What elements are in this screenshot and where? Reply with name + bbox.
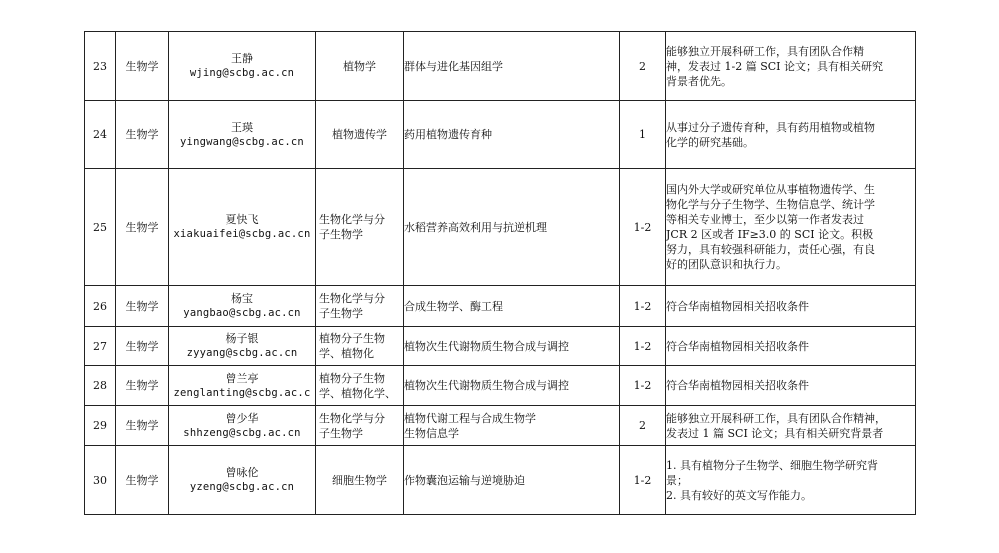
major-cell: [316, 32, 404, 101]
table-row: [85, 446, 916, 515]
supervisor-email: xiakuaifei@scbg.ac.cn: [173, 228, 311, 240]
major-line: 细胞生物学: [332, 473, 387, 487]
row-number-cell: [85, 101, 116, 169]
requirement-line: 能够独立开展科研工作，具有团队合作精: [666, 44, 864, 58]
research-direction-line: 植物次生代谢物质生物合成与调控: [404, 379, 569, 392]
major-line: 子生物学: [319, 426, 363, 440]
requirement-line: 神，发表过 1-2 篇 SCI 论文；具有相关研究: [666, 59, 883, 73]
major-line: 植物学: [343, 59, 376, 73]
major-line: 子生物学: [319, 228, 363, 241]
supervisor-name: 王瑛: [231, 120, 253, 134]
research-direction-line: 药用植物遗传育种: [404, 128, 492, 141]
research-direction-cell: [404, 406, 620, 446]
supervisor-name: 夏快飞: [225, 213, 259, 226]
row-number: 28: [93, 379, 107, 392]
requirements-cell: [666, 406, 916, 446]
research-direction-line: 群体与进化基因组学: [404, 59, 503, 73]
supervisor-email: yingwang@scbg.ac.cn: [180, 135, 304, 148]
quota-cell: [620, 366, 666, 406]
requirements-cell: [666, 327, 916, 366]
major-cell: [316, 446, 404, 515]
research-direction-cell: [404, 32, 620, 101]
supervisor-email: wjing@scbg.ac.cn: [189, 67, 295, 79]
discipline: 生物学: [125, 128, 159, 141]
quota-cell: [620, 327, 666, 366]
row-number: 30: [93, 473, 107, 487]
row-number: 27: [93, 339, 107, 353]
major-cell: [316, 286, 404, 327]
discipline-cell: [116, 327, 169, 366]
supervisor-email: zenglanting@scbg.ac.c: [173, 386, 311, 399]
row-number-cell: [85, 366, 116, 406]
research-direction-line: 植物次生代谢物质生物合成与调控: [404, 339, 569, 353]
supervisor-name: 曾兰亭: [225, 371, 259, 385]
research-direction-line: 生物信息学: [404, 426, 459, 440]
discipline-cell: [116, 32, 169, 101]
major-line: 植物分子生物: [319, 371, 385, 385]
quota-cell: [620, 32, 666, 101]
quota: 1: [639, 128, 646, 141]
supervisor-email: shhzeng@scbg.ac.cn: [183, 426, 301, 439]
major-line: 学、植物化学、: [319, 386, 396, 400]
quota: 1-2: [633, 339, 652, 353]
table-row: [85, 101, 916, 169]
table-row: [85, 366, 916, 406]
requirement-line: 等相关专业博士，至少以第一作者发表过: [666, 213, 864, 226]
research-direction-line: 水稻营养高效利用与抗逆机理: [404, 220, 547, 234]
discipline-cell: [116, 286, 169, 327]
discipline-cell: [116, 101, 169, 169]
quota-cell: [620, 101, 666, 169]
requirement-line: 发表过 1 篇 SCI 论文；具有相关研究背景者: [666, 426, 884, 440]
requirement-line: 能够独立开展科研工作，具有团队合作精神，: [666, 411, 886, 425]
major-line: 学、植物化: [319, 347, 374, 360]
requirement-line: 1. 具有植物分子生物学、细胞生物学研究背: [666, 458, 878, 472]
research-direction-line: 合成生物学、酶工程: [404, 299, 503, 313]
table-row: [85, 286, 916, 327]
table-row: [85, 406, 916, 446]
row-number-cell: [85, 446, 116, 515]
research-direction-cell: [404, 286, 620, 327]
quota: 1-2: [633, 299, 652, 313]
requirements-cell: [666, 169, 916, 286]
major-cell: [316, 101, 404, 169]
row-number: 24: [93, 128, 107, 141]
supervisor-cell: [169, 366, 316, 406]
research-direction-cell: [404, 169, 620, 286]
table-row: [85, 327, 916, 366]
supervisor-name: 杨宝: [231, 292, 253, 305]
requirements-cell: [666, 32, 916, 101]
research-direction-line: 作物囊泡运输与逆境胁迫: [404, 473, 525, 487]
discipline: 生物学: [125, 379, 159, 392]
table-row: [85, 32, 916, 101]
quota: 1-2: [633, 473, 652, 487]
discipline: 生物学: [125, 473, 159, 487]
major-line: 子生物学: [319, 307, 363, 320]
discipline-cell: [116, 366, 169, 406]
discipline: 生物学: [125, 419, 159, 432]
supervisor-cell: [169, 446, 316, 515]
discipline-cell: [116, 406, 169, 446]
supervisor-name: 王静: [231, 52, 253, 65]
research-direction-line: 植物代谢工程与合成生物学: [404, 411, 536, 425]
requirement-line: 符合华南植物园相关招收条件: [666, 339, 809, 353]
major-cell: [316, 327, 404, 366]
row-number: 26: [93, 299, 107, 313]
supervisor-cell: [169, 286, 316, 327]
supervisor-name: 杨子银: [225, 332, 259, 345]
supervisor-cell: [169, 327, 316, 366]
major-line: 生物化学与分: [319, 292, 385, 305]
requirements-cell: [666, 286, 916, 327]
supervisor-cell: [169, 406, 316, 446]
row-number: 23: [93, 59, 107, 73]
quota-cell: [620, 406, 666, 446]
requirement-line: 背景者优先。: [666, 74, 732, 88]
supervisor-name: 曾少华: [225, 411, 259, 425]
requirements-cell: [666, 101, 916, 169]
major-line: 植物分子生物: [319, 332, 385, 345]
major-cell: [316, 406, 404, 446]
supervisor-table: [84, 31, 916, 515]
discipline: 生物学: [125, 299, 159, 313]
quota: 1-2: [633, 220, 652, 234]
supervisor-cell: [169, 32, 316, 101]
supervisor-email: yangbao@scbg.ac.cn: [183, 307, 301, 319]
research-direction-cell: [404, 327, 620, 366]
requirements-cell: [666, 446, 916, 515]
requirement-line: 努力，具有较强科研能力，责任心强，有良: [666, 243, 875, 256]
row-number-cell: [85, 169, 116, 286]
table-body: [85, 32, 916, 515]
supervisor-name: 曾咏伦: [225, 466, 259, 479]
quota-cell: [620, 286, 666, 327]
discipline: 生物学: [125, 59, 159, 73]
requirement-line: 化学的研究基础。: [666, 135, 754, 149]
requirement-line: 国内外大学或研究单位从事植物遗传学、生: [666, 183, 875, 196]
major-cell: [316, 169, 404, 286]
requirement-line: 符合华南植物园相关招收条件: [666, 299, 809, 313]
row-number-cell: [85, 32, 116, 101]
row-number-cell: [85, 327, 116, 366]
table-row: [85, 169, 916, 286]
row-number: 25: [93, 220, 107, 234]
discipline-cell: [116, 446, 169, 515]
supervisor-email: zyyang@scbg.ac.cn: [186, 347, 298, 359]
requirement-line: JCR 2 区或者 IF≥3.0 的 SCI 论文。积极: [666, 228, 874, 241]
supervisor-cell: [169, 169, 316, 286]
requirement-line: 符合华南植物园相关招收条件: [666, 379, 809, 392]
quota: 1-2: [633, 379, 652, 392]
requirement-line: 好的团队意识和执行力。: [666, 258, 787, 271]
research-direction-cell: [404, 446, 620, 515]
requirement-line: 从事过分子遗传育种，具有药用植物或植物: [666, 120, 875, 134]
major-line: 生物化学与分: [319, 411, 385, 425]
requirement-line: 2. 具有较好的英文写作能力。: [666, 488, 812, 502]
discipline: 生物学: [125, 339, 159, 353]
discipline-cell: [116, 169, 169, 286]
major-line: 植物遗传学: [332, 128, 387, 141]
row-number-cell: [85, 286, 116, 327]
requirement-line: 物化学与分子生物学、生物信息学、统计学: [666, 198, 875, 211]
major-cell: [316, 366, 404, 406]
supervisor-email: yzeng@scbg.ac.cn: [189, 481, 295, 493]
research-direction-cell: [404, 101, 620, 169]
supervisor-cell: [169, 101, 316, 169]
major-line: 生物化学与分: [319, 213, 385, 226]
quota-cell: [620, 446, 666, 515]
discipline: 生物学: [125, 220, 159, 234]
row-number: 29: [93, 419, 107, 432]
research-direction-cell: [404, 366, 620, 406]
requirement-line: 景；: [666, 473, 688, 487]
quota: 2: [639, 59, 646, 73]
row-number-cell: [85, 406, 116, 446]
quota: 2: [639, 419, 646, 432]
requirements-cell: [666, 366, 916, 406]
quota-cell: [620, 169, 666, 286]
